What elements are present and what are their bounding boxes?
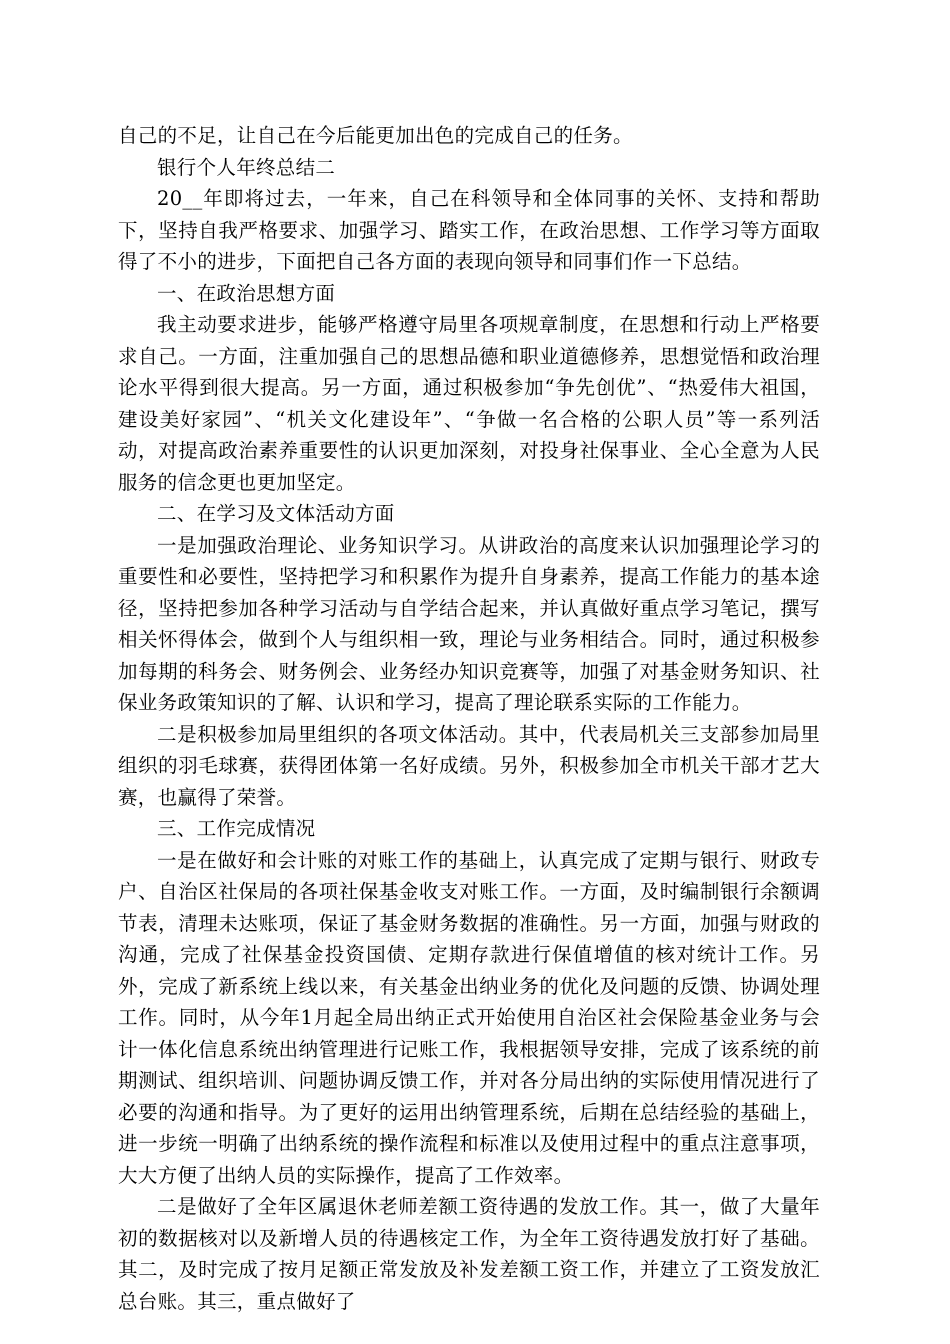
paragraph: 二是做好了全年区属退休老师差额工资待遇的发放工作。其一，做了大量年初的数据核对以及新增人员的待遇核定工作，为全年工资待遇发放打好了基础。其二，及时完成了按月足额正常发放及补发差额工资工作，并建立了工资发放汇总台账。其三，重点做好了 (118, 1195, 820, 1313)
paragraph: 二是积极参加局里组织的各项文体活动。其中，代表局机关三支部参加局里组织的羽毛球赛，获得团体第一名好成绩。另外，积极参加全市机关干部才艺大赛，也赢得了荣誉。 (118, 722, 820, 809)
paragraph: 20__年即将过去，一年来，自己在科领导和全体同事的关怀、支持和帮助下，坚持自我严格要求、加强学习、踏实工作，在政治思想、工作学习等方面取得了不小的进步，下面把自己各方面的表现向领导和同事们作一下总结。 (118, 187, 820, 273)
section-heading: 二、在学习及文体活动方面 (157, 502, 395, 525)
paragraph-continuation: 自己的不足，让自己在今后能更加出色的完成自己的任务。 (118, 124, 633, 147)
section-title: 银行个人年终总结二 (157, 155, 336, 179)
paragraph: 我主动要求进步，能够严格遵守局里各项规章制度，在思想和行动上严格要求自己。一方面，注重加强自己的思想品德和职业道德修养，思想觉悟和政治理论水平得到很大提高。另一方面，通过积极参加“争先创优”、“热爱伟大祖国，建设美好家园”、“机关文化建设年”、“争做一名合格的公职人员”等一系列活动，对提高政治素养重要性的认识更加深刻，对投身社保事业、全心全意为人民服务的信念更也更加坚定。 (118, 313, 820, 494)
paragraph: 一是在做好和会计账的对账工作的基础上，认真完成了定期与银行、财政专户、自治区社保局的各项社保基金收支对账工作。一方面，及时编制银行余额调节表，清理未达账项，保证了基金财务数据的准确性。另一方面，加强与财政的沟通，完成了社保基金投资国债、定期存款进行保值增值的核对统计工作。另外，完成了新系统上线以来，有关基金出纳业务的优化及问题的反馈、协调处理工作。同时，从今年1月起全局出纳正式开始使用自治区社会保险基金业务与会计一体化信息系统出纳管理进行记账工作，我根据领导安排，完成了该系统的前期测试、组织培训、问题协调反馈工作，并对各分局出纳的实际使用情况进行了必要的沟通和指导。为了更好的运用出纳管理系统，后期在总结经验的基础上，进一步统一明确了出纳系统的操作流程和标准以及使用过程中的重点注意事项，大大方便了出纳人员的实际操作，提高了工作效率。 (118, 848, 820, 1187)
section-heading: 三、工作完成情况 (157, 817, 316, 840)
paragraph: 一是加强政治理论、业务知识学习。从讲政治的高度来认识加强理论学习的重要性和必要性，坚持把学习和积累作为提升自身素养，提高工作能力的基本途径，坚持把参加各种学习活动与自学结合起来，并认真做好重点学习笔记，撰写相关怀得体会，做到个人与组织相一致，理论与业务相结合。同时，通过积极参加每期的科务会、财务例会、业务经办知识竞赛等，加强了对基金财务知识、社保业务政策知识的了解、认识和学习，提高了理论联系实际的工作能力。 (118, 533, 820, 714)
section-heading: 一、在政治思想方面 (157, 281, 336, 305)
document-body (118, 120, 820, 1317)
